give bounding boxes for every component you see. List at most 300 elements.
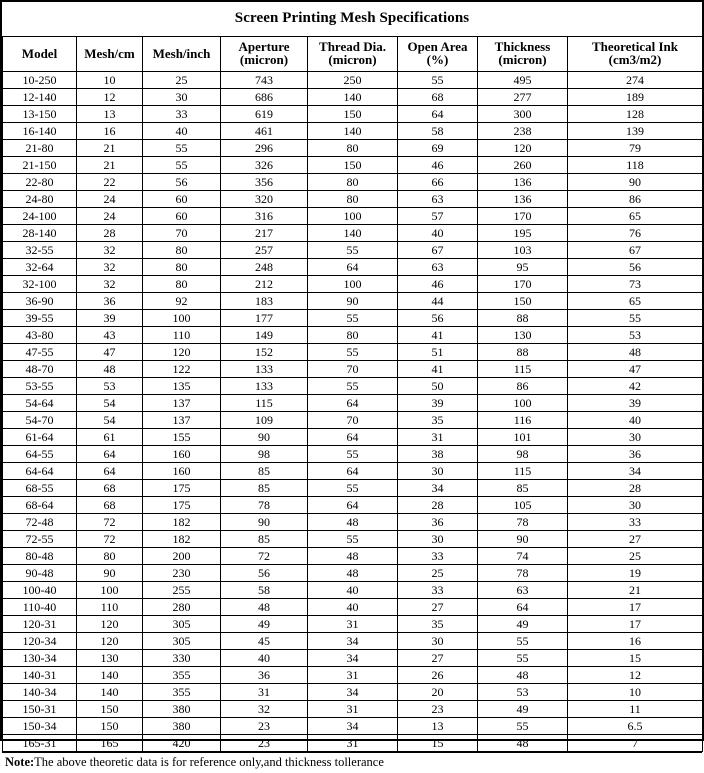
table-cell: 61	[77, 428, 143, 445]
table-row	[3, 530, 703, 547]
table-cell: 80	[308, 173, 398, 190]
table-row	[3, 326, 703, 343]
table-cell: 31	[308, 666, 398, 683]
table-cell: 316	[221, 207, 308, 224]
table-row	[3, 275, 703, 292]
table-cell: 356	[221, 173, 308, 190]
table-cell: 170	[478, 275, 568, 292]
table-cell: 34	[308, 717, 398, 734]
table-cell: 189	[568, 88, 703, 105]
table-cell: 122	[143, 360, 221, 377]
table-cell: 16	[568, 632, 703, 649]
table-cell: 109	[221, 411, 308, 428]
table-cell: 55	[308, 377, 398, 394]
table-cell: 64	[77, 445, 143, 462]
table-cell: 54	[77, 394, 143, 411]
header-line1: Mesh/inch	[152, 45, 211, 61]
table-cell: 48	[478, 666, 568, 683]
table-cell: 64	[308, 394, 398, 411]
table-cell: 40	[398, 224, 478, 241]
table-cell: 217	[221, 224, 308, 241]
table-cell: 11	[568, 700, 703, 717]
header-line1: Thickness	[494, 39, 551, 54]
table-cell: 48	[77, 360, 143, 377]
column-header-thread-dia	[308, 37, 398, 72]
table-row	[3, 105, 703, 122]
table-cell: 13	[77, 105, 143, 122]
table-cell: 34	[308, 683, 398, 700]
table-cell: 140	[308, 88, 398, 105]
table-cell: 34	[568, 462, 703, 479]
table-cell: 55	[308, 241, 398, 258]
table-cell: 461	[221, 122, 308, 139]
cell-model: 68-64	[3, 496, 77, 513]
table-cell: 60	[143, 190, 221, 207]
column-header-aperture	[221, 37, 308, 72]
header-line2: (micron)	[328, 52, 377, 68]
table-cell: 238	[478, 122, 568, 139]
cell-model: 53-55	[3, 377, 77, 394]
table-row	[3, 734, 703, 751]
table-cell: 183	[221, 292, 308, 309]
cell-model: 150-31	[3, 700, 77, 717]
header-line2: (micron)	[498, 52, 547, 68]
table-cell: 110	[143, 326, 221, 343]
table-cell: 45	[221, 632, 308, 649]
table-cell: 90	[568, 173, 703, 190]
cell-model: 150-34	[3, 717, 77, 734]
column-header-theoretical-ink	[568, 37, 703, 72]
cell-model: 61-64	[3, 428, 77, 445]
table-row	[3, 343, 703, 360]
table-cell: 260	[478, 156, 568, 173]
table-cell: 90	[221, 428, 308, 445]
table-cell: 34	[308, 632, 398, 649]
table-row	[3, 88, 703, 105]
table-cell: 65	[568, 292, 703, 309]
table-cell: 200	[143, 547, 221, 564]
table-cell: 70	[308, 360, 398, 377]
cell-model: 54-70	[3, 411, 77, 428]
table-row	[3, 700, 703, 717]
table-cell: 36	[221, 666, 308, 683]
table-cell: 13	[398, 717, 478, 734]
table-cell: 27	[398, 598, 478, 615]
table-cell: 58	[398, 122, 478, 139]
table-cell: 33	[568, 513, 703, 530]
table-row	[3, 598, 703, 615]
table-cell: 380	[143, 717, 221, 734]
table-cell: 155	[143, 428, 221, 445]
table-cell: 182	[143, 513, 221, 530]
table-cell: 48	[221, 598, 308, 615]
table-cell: 90	[308, 292, 398, 309]
note-label: Note:	[5, 754, 35, 769]
table-cell: 80	[308, 139, 398, 156]
table-cell: 27	[398, 649, 478, 666]
table-cell: 36	[568, 445, 703, 462]
cell-model: 24-100	[3, 207, 77, 224]
table-cell: 78	[478, 513, 568, 530]
table-cell: 31	[221, 683, 308, 700]
cell-model: 16-140	[3, 122, 77, 139]
cell-model: 100-40	[3, 581, 77, 598]
table-cell: 100	[143, 309, 221, 326]
table-row	[3, 717, 703, 734]
table-cell: 57	[398, 207, 478, 224]
table-cell: 31	[308, 615, 398, 632]
table-cell: 12	[568, 666, 703, 683]
table-cell: 100	[308, 207, 398, 224]
spec-table-container	[2, 36, 702, 752]
table-row	[3, 241, 703, 258]
table-cell: 20	[398, 683, 478, 700]
table-cell: 38	[398, 445, 478, 462]
table-cell: 48	[478, 734, 568, 751]
table-cell: 41	[398, 326, 478, 343]
table-cell: 110	[77, 598, 143, 615]
table-row	[3, 292, 703, 309]
cell-model: 13-150	[3, 105, 77, 122]
cell-model: 110-40	[3, 598, 77, 615]
cell-model: 80-48	[3, 547, 77, 564]
table-cell: 53	[478, 683, 568, 700]
table-cell: 55	[308, 530, 398, 547]
table-cell: 68	[77, 479, 143, 496]
table-cell: 25	[568, 547, 703, 564]
table-cell: 30	[143, 88, 221, 105]
table-cell: 296	[221, 139, 308, 156]
table-cell: 53	[568, 326, 703, 343]
table-cell: 30	[398, 530, 478, 547]
table-cell: 25	[398, 564, 478, 581]
table-cell: 47	[77, 343, 143, 360]
table-cell: 248	[221, 258, 308, 275]
table-cell: 70	[143, 224, 221, 241]
table-cell: 67	[398, 241, 478, 258]
table-cell: 30	[568, 428, 703, 445]
cell-model: 21-80	[3, 139, 77, 156]
table-cell: 55	[308, 309, 398, 326]
table-cell: 30	[398, 462, 478, 479]
table-cell: 58	[221, 581, 308, 598]
table-cell: 212	[221, 275, 308, 292]
table-cell: 182	[143, 530, 221, 547]
cell-model: 72-55	[3, 530, 77, 547]
table-cell: 46	[398, 275, 478, 292]
cell-model: 140-31	[3, 666, 77, 683]
table-cell: 66	[398, 173, 478, 190]
table-cell: 305	[143, 615, 221, 632]
table-row	[3, 258, 703, 275]
table-cell: 56	[221, 564, 308, 581]
table-cell: 300	[478, 105, 568, 122]
table-cell: 140	[77, 666, 143, 683]
cell-model: 10-250	[3, 71, 77, 88]
table-cell: 35	[398, 411, 478, 428]
table-cell: 88	[478, 309, 568, 326]
table-row	[3, 564, 703, 581]
table-cell: 40	[308, 581, 398, 598]
table-cell: 15	[568, 649, 703, 666]
header-row	[3, 37, 703, 72]
table-cell: 743	[221, 71, 308, 88]
table-cell: 90	[221, 513, 308, 530]
table-cell: 31	[398, 428, 478, 445]
table-cell: 150	[478, 292, 568, 309]
header-line1: Aperture	[238, 39, 290, 54]
table-cell: 36	[77, 292, 143, 309]
note-text: The above theoretic data is for reference only,and thickness tollerance	[34, 754, 384, 769]
table-cell: 40	[568, 411, 703, 428]
table-cell: 72	[221, 547, 308, 564]
header-line1: Open Area	[407, 39, 468, 54]
column-header-model	[3, 37, 77, 72]
table-cell: 33	[143, 105, 221, 122]
spec-table	[2, 36, 703, 752]
table-cell: 305	[143, 632, 221, 649]
table-cell: 160	[143, 445, 221, 462]
table-cell: 160	[143, 462, 221, 479]
table-cell: 21	[568, 581, 703, 598]
table-cell: 31	[308, 734, 398, 751]
table-row	[3, 71, 703, 88]
table-cell: 120	[77, 632, 143, 649]
header-line2: (micron)	[239, 52, 289, 68]
table-cell: 6.5	[568, 717, 703, 734]
table-cell: 46	[398, 156, 478, 173]
table-cell: 21	[77, 139, 143, 156]
table-cell: 55	[143, 156, 221, 173]
table-cell: 80	[308, 190, 398, 207]
table-cell: 39	[568, 394, 703, 411]
table-cell: 280	[143, 598, 221, 615]
table-cell: 34	[398, 479, 478, 496]
cell-model: 36-90	[3, 292, 77, 309]
cell-model: 165-31	[3, 734, 77, 751]
table-cell: 34	[308, 649, 398, 666]
table-cell: 68	[398, 88, 478, 105]
cell-model: 54-64	[3, 394, 77, 411]
table-cell: 10	[568, 683, 703, 700]
table-cell: 76	[568, 224, 703, 241]
table-cell: 140	[308, 224, 398, 241]
table-cell: 10	[77, 71, 143, 88]
table-cell: 85	[221, 530, 308, 547]
table-cell: 78	[221, 496, 308, 513]
table-cell: 23	[398, 700, 478, 717]
cell-model: 72-48	[3, 513, 77, 530]
table-cell: 136	[478, 173, 568, 190]
table-cell: 115	[221, 394, 308, 411]
table-cell: 53	[77, 377, 143, 394]
cell-model: 43-80	[3, 326, 77, 343]
header-line1: Model	[21, 45, 58, 61]
table-row	[3, 479, 703, 496]
table-cell: 140	[308, 122, 398, 139]
table-cell: 88	[478, 343, 568, 360]
column-header-open-area	[398, 37, 478, 72]
table-body	[3, 71, 703, 751]
table-cell: 27	[568, 530, 703, 547]
table-cell: 47	[568, 360, 703, 377]
table-cell: 56	[143, 173, 221, 190]
table-cell: 39	[77, 309, 143, 326]
table-cell: 23	[221, 717, 308, 734]
table-cell: 40	[221, 649, 308, 666]
table-cell: 49	[478, 615, 568, 632]
table-cell: 32	[77, 275, 143, 292]
table-cell: 56	[568, 258, 703, 275]
table-cell: 120	[77, 615, 143, 632]
cell-model: 64-64	[3, 462, 77, 479]
table-row	[3, 445, 703, 462]
table-row	[3, 581, 703, 598]
table-cell: 67	[568, 241, 703, 258]
table-cell: 40	[308, 598, 398, 615]
table-row	[3, 649, 703, 666]
cell-model: 48-70	[3, 360, 77, 377]
table-cell: 23	[221, 734, 308, 751]
table-cell: 115	[478, 462, 568, 479]
table-cell: 78	[478, 564, 568, 581]
table-cell: 55	[478, 632, 568, 649]
table-cell: 64	[308, 258, 398, 275]
table-cell: 120	[143, 343, 221, 360]
table-cell: 355	[143, 666, 221, 683]
table-cell: 12	[77, 88, 143, 105]
table-row	[3, 122, 703, 139]
table-cell: 55	[143, 139, 221, 156]
table-cell: 19	[568, 564, 703, 581]
table-cell: 230	[143, 564, 221, 581]
table-cell: 149	[221, 326, 308, 343]
table-cell: 48	[308, 513, 398, 530]
table-cell: 80	[143, 258, 221, 275]
table-cell: 195	[478, 224, 568, 241]
table-cell: 139	[568, 122, 703, 139]
table-cell: 175	[143, 479, 221, 496]
table-cell: 55	[478, 649, 568, 666]
table-cell: 63	[398, 258, 478, 275]
table-cell: 619	[221, 105, 308, 122]
table-cell: 103	[478, 241, 568, 258]
table-cell: 16	[77, 122, 143, 139]
table-cell: 24	[77, 207, 143, 224]
table-row	[3, 309, 703, 326]
table-row	[3, 377, 703, 394]
header-line1: Theoretical Ink	[591, 39, 679, 54]
table-cell: 85	[478, 479, 568, 496]
cell-model: 130-34	[3, 649, 77, 666]
table-cell: 150	[77, 700, 143, 717]
cell-model: 120-34	[3, 632, 77, 649]
table-cell: 44	[398, 292, 478, 309]
cell-model: 120-31	[3, 615, 77, 632]
header-line1: Thread Dia.	[319, 39, 386, 54]
table-cell: 326	[221, 156, 308, 173]
table-cell: 133	[221, 360, 308, 377]
table-cell: 55	[308, 445, 398, 462]
table-cell: 105	[478, 496, 568, 513]
table-cell: 64	[308, 428, 398, 445]
cell-model: 47-55	[3, 343, 77, 360]
table-cell: 90	[77, 564, 143, 581]
table-row	[3, 547, 703, 564]
cell-model: 32-64	[3, 258, 77, 275]
table-cell: 100	[77, 581, 143, 598]
table-cell: 7	[568, 734, 703, 751]
table-cell: 64	[478, 598, 568, 615]
cell-model: 90-48	[3, 564, 77, 581]
table-cell: 55	[478, 717, 568, 734]
table-cell: 355	[143, 683, 221, 700]
table-cell: 85	[221, 462, 308, 479]
table-cell: 137	[143, 394, 221, 411]
table-cell: 90	[478, 530, 568, 547]
table-cell: 100	[478, 394, 568, 411]
table-cell: 70	[308, 411, 398, 428]
table-cell: 63	[478, 581, 568, 598]
table-cell: 35	[398, 615, 478, 632]
table-cell: 133	[221, 377, 308, 394]
table-cell: 85	[221, 479, 308, 496]
table-cell: 86	[478, 377, 568, 394]
table-cell: 49	[478, 700, 568, 717]
table-row	[3, 683, 703, 700]
table-cell: 120	[478, 139, 568, 156]
table-cell: 32	[77, 241, 143, 258]
cell-model: 21-150	[3, 156, 77, 173]
table-cell: 80	[308, 326, 398, 343]
table-cell: 136	[478, 190, 568, 207]
table-cell: 39	[398, 394, 478, 411]
table-cell: 33	[398, 547, 478, 564]
table-cell: 320	[221, 190, 308, 207]
table-cell: 63	[398, 190, 478, 207]
table-cell: 130	[77, 649, 143, 666]
table-cell: 140	[77, 683, 143, 700]
table-row	[3, 360, 703, 377]
table-cell: 100	[308, 275, 398, 292]
table-cell: 177	[221, 309, 308, 326]
table-cell: 128	[568, 105, 703, 122]
table-cell: 30	[568, 496, 703, 513]
table-cell: 48	[308, 547, 398, 564]
table-cell: 15	[398, 734, 478, 751]
table-cell: 250	[308, 71, 398, 88]
page-title: Screen Printing Mesh Specifications	[234, 10, 470, 26]
table-cell: 32	[221, 700, 308, 717]
table-cell: 55	[308, 343, 398, 360]
column-header-thickness	[478, 37, 568, 72]
column-header-mesh-inch	[143, 37, 221, 72]
table-row	[3, 513, 703, 530]
table-cell: 170	[478, 207, 568, 224]
table-cell: 48	[568, 343, 703, 360]
table-cell: 175	[143, 496, 221, 513]
table-cell: 69	[398, 139, 478, 156]
table-cell: 28	[77, 224, 143, 241]
table-cell: 55	[398, 71, 478, 88]
table-row	[3, 632, 703, 649]
table-cell: 255	[143, 581, 221, 598]
table-cell: 152	[221, 343, 308, 360]
cell-model: 32-100	[3, 275, 77, 292]
table-cell: 118	[568, 156, 703, 173]
table-row	[3, 462, 703, 479]
table-row	[3, 666, 703, 683]
